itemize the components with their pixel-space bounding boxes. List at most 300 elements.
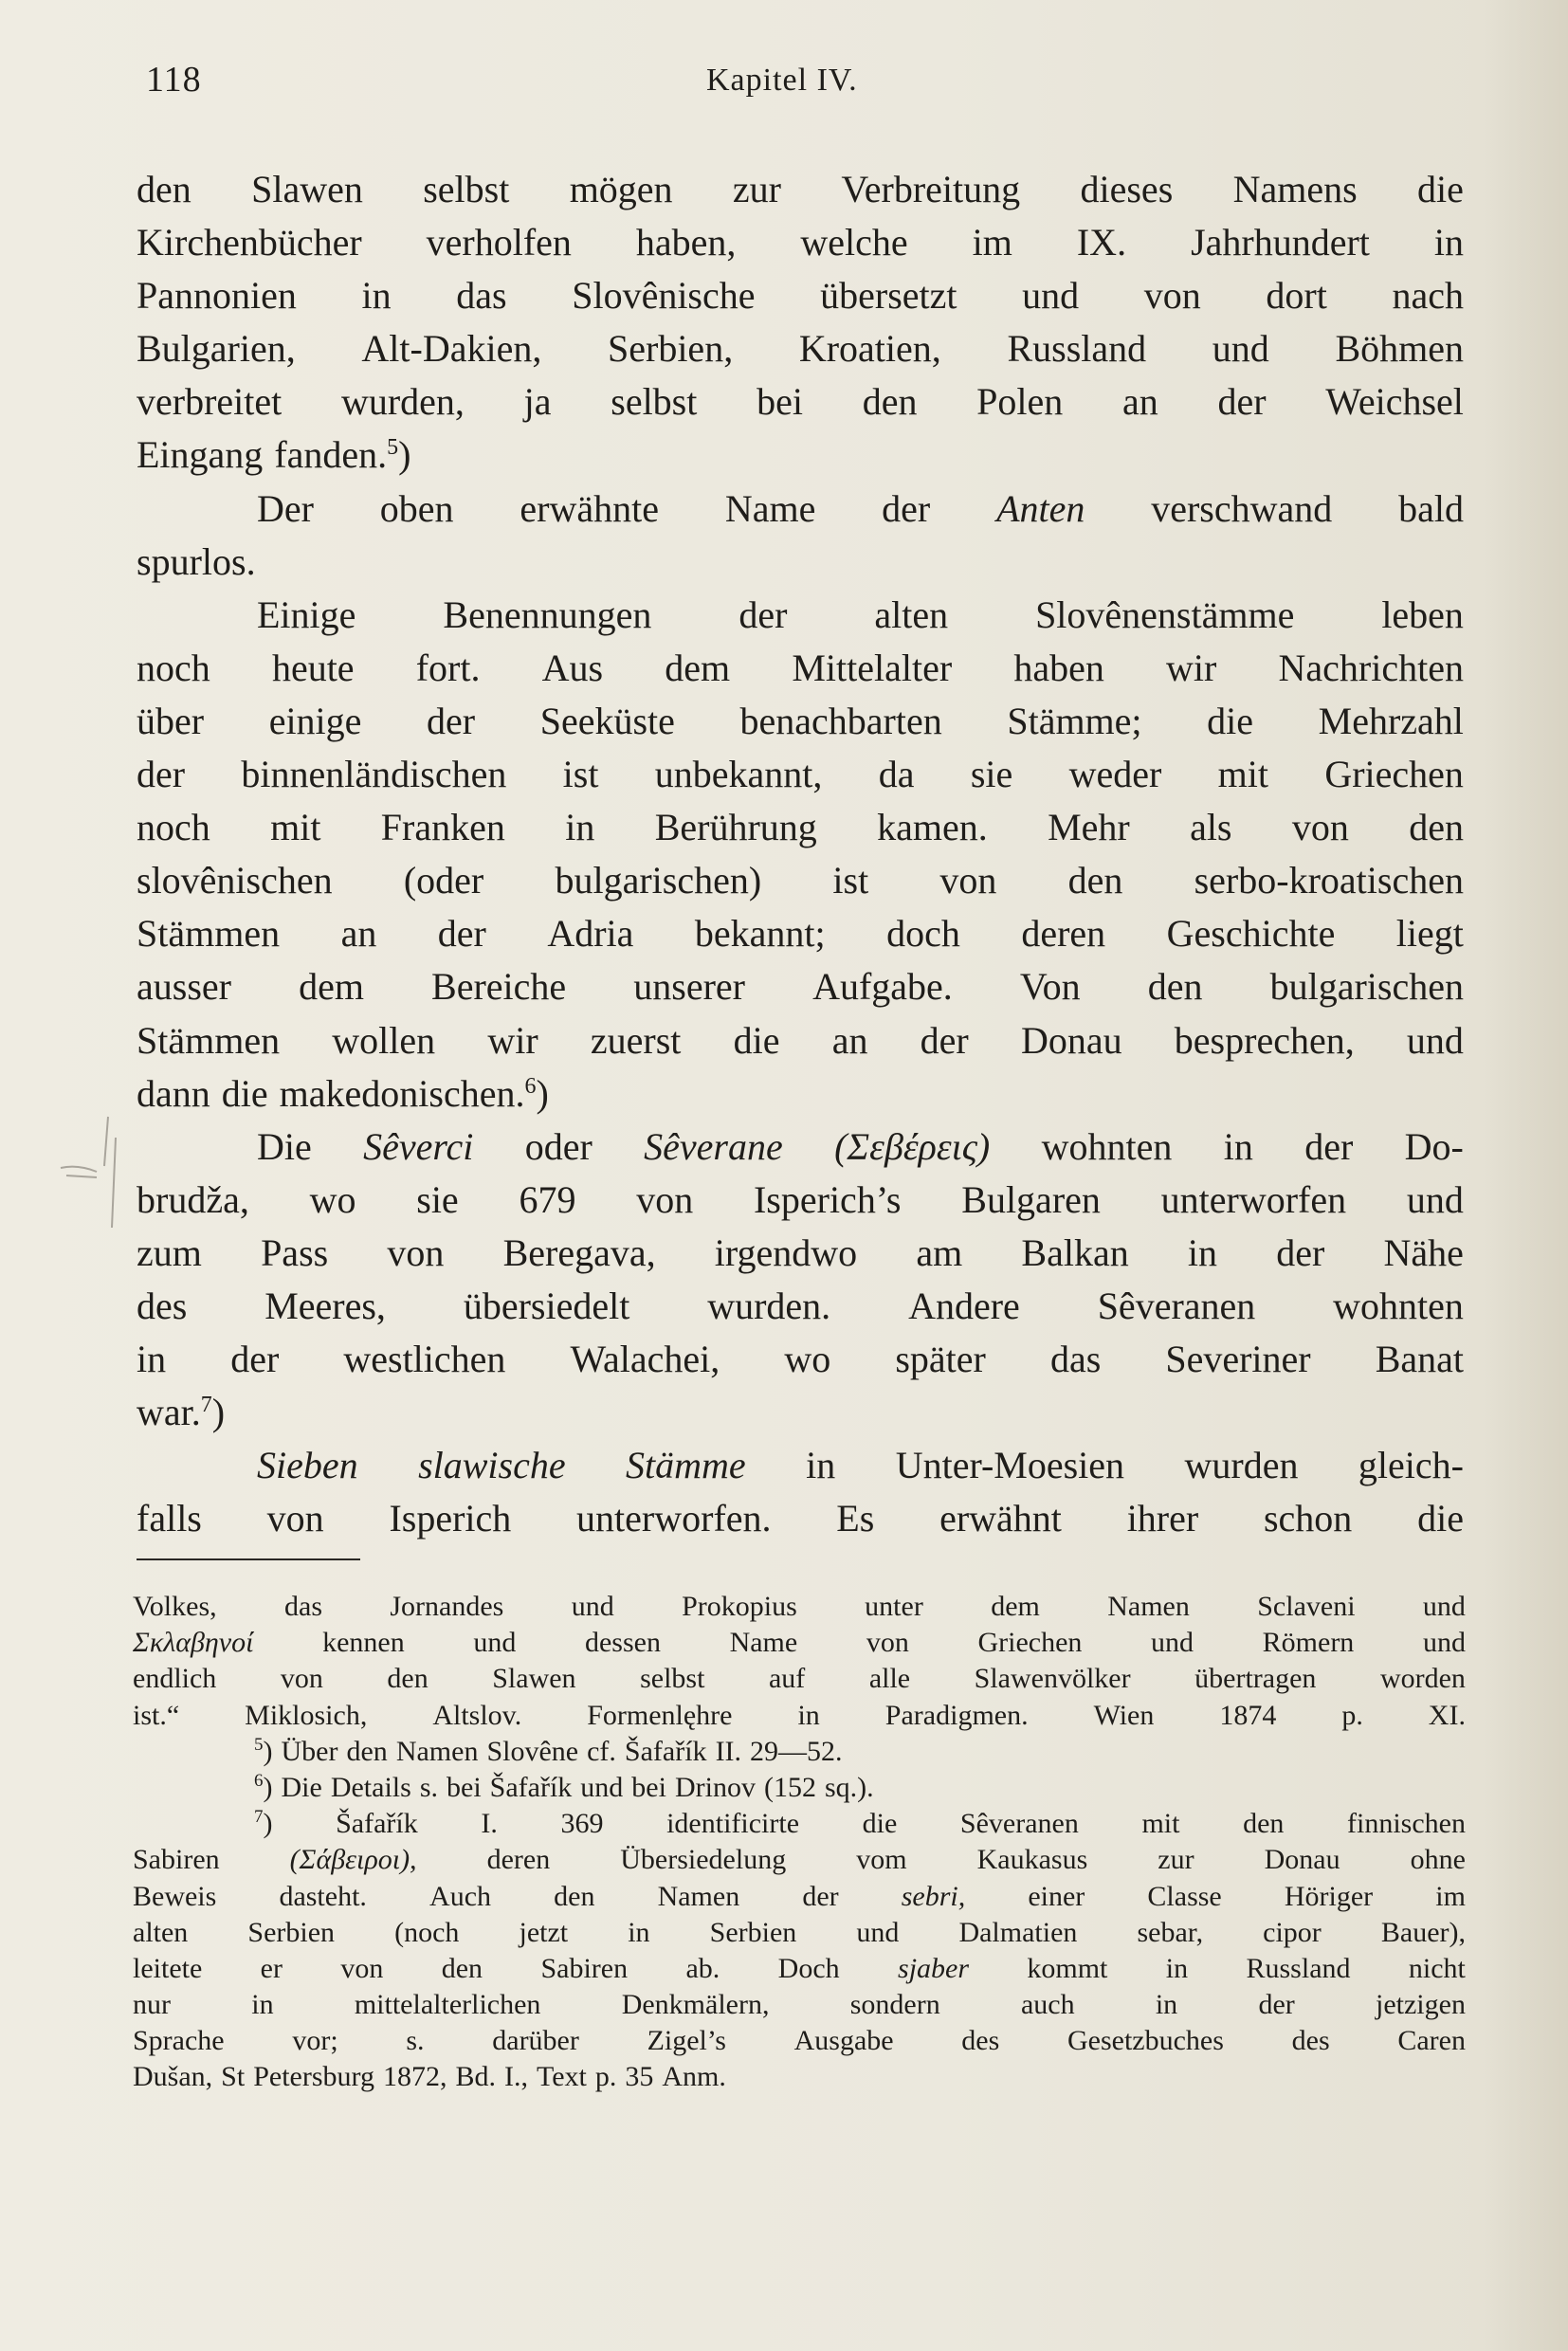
word: an	[831, 1018, 868, 1062]
word: Pannonien	[137, 274, 297, 318]
word: in	[251, 1989, 274, 2021]
word: noch	[137, 806, 210, 849]
word: Šafařík	[624, 1735, 707, 1767]
word: vom	[856, 1844, 907, 1876]
word: wir	[1166, 646, 1217, 689]
word: Dalmatien	[958, 1916, 1078, 1948]
word: Anm.	[662, 2061, 726, 2093]
word: im	[972, 221, 1012, 264]
word: sondern	[849, 1989, 940, 2021]
word: mit	[1141, 1808, 1180, 1840]
word: benachbarten	[739, 699, 942, 742]
word: jetzigen	[1376, 1989, 1466, 2021]
word: Nähe	[1383, 1230, 1464, 1274]
word: I.	[481, 1808, 498, 1840]
word: cipor	[1263, 1916, 1322, 1948]
word: Stämmen	[137, 1018, 281, 1062]
word: p.	[594, 2061, 617, 2093]
footnote-line	[133, 1698, 1466, 1734]
word: Franken	[380, 806, 505, 849]
word: der	[920, 1018, 969, 1062]
text-line	[137, 483, 1464, 536]
word: )	[263, 1808, 273, 1840]
word: wurden,	[340, 380, 465, 424]
italic-word: sjaber	[898, 1952, 970, 1984]
word: unter	[865, 1591, 923, 1622]
word: wo	[784, 1338, 831, 1381]
word: nicht	[1408, 1952, 1466, 1984]
word: Die	[281, 1771, 322, 1803]
word: von	[1143, 274, 1201, 318]
italic-word: slawische	[418, 1444, 566, 1487]
text-line	[137, 269, 1464, 322]
word: Serbien	[709, 1916, 797, 1948]
word: an	[340, 912, 377, 956]
word: übersiedelt	[463, 1284, 630, 1327]
word: kommt	[1027, 1952, 1108, 1984]
word: der	[1217, 380, 1267, 424]
footnote-line	[133, 1661, 1466, 1697]
word: Bauer),	[1380, 1916, 1466, 1948]
word: in	[797, 1699, 820, 1731]
word: II.	[715, 1735, 742, 1767]
word: Walachei,	[570, 1338, 720, 1381]
word: später	[895, 1338, 986, 1381]
word: wo	[309, 1177, 356, 1221]
word: Prokopius	[682, 1591, 797, 1622]
word: der	[230, 1338, 280, 1381]
word: Details	[330, 1771, 411, 1803]
word: Geschichte	[1166, 912, 1336, 956]
word: als	[1190, 806, 1232, 849]
text-line	[137, 960, 1464, 1013]
word: Mehrzahl	[1318, 699, 1464, 742]
word: Dušan,	[133, 2061, 213, 2093]
word: Seeküste	[539, 699, 675, 742]
footnote-marker: 6	[524, 1073, 537, 1099]
word: Sabiren	[133, 1844, 220, 1876]
word: Banat	[1375, 1338, 1464, 1381]
word: und	[580, 1771, 624, 1803]
word: wohnten	[1333, 1284, 1464, 1327]
word: Drinov	[674, 1771, 756, 1803]
footnote-reference	[254, 1806, 273, 1842]
word: bei	[757, 380, 803, 424]
word: in	[137, 1338, 167, 1381]
footnote-line	[133, 1915, 1466, 1951]
word: alle	[868, 1663, 911, 1695]
word: Stämme;	[1007, 699, 1142, 742]
italic-word: (Σεβέρεις)	[834, 1124, 991, 1168]
word: dasteht.	[279, 1880, 367, 1912]
word: s.	[406, 2025, 425, 2057]
footnote-marker: 5	[387, 435, 399, 461]
word: Miklosich,	[245, 1699, 368, 1731]
word: von	[387, 1230, 445, 1274]
word: und	[473, 1627, 517, 1659]
text-line	[137, 1121, 1464, 1174]
word: dann	[137, 1071, 210, 1115]
word: haben	[1013, 646, 1104, 689]
word: Adria	[547, 912, 634, 956]
word: in	[628, 1916, 650, 1948]
word: ist.“	[133, 1699, 180, 1731]
word: leitete	[133, 1952, 203, 1984]
word: selbst	[640, 1663, 705, 1695]
text-line	[137, 801, 1464, 854]
word: und	[1406, 1177, 1464, 1221]
word: in	[1433, 221, 1464, 264]
word: ihrer	[1126, 1497, 1199, 1540]
text-line	[137, 1386, 1464, 1439]
word: welche	[800, 221, 908, 264]
word: bei	[631, 1771, 666, 1803]
word: dem	[665, 646, 731, 689]
word: erwähnte	[520, 486, 659, 530]
word: auf	[768, 1663, 806, 1695]
text-line	[137, 907, 1464, 960]
word: Benennungen	[443, 592, 652, 636]
word: ausser	[137, 965, 231, 1009]
word: den	[441, 1952, 483, 1984]
word: die	[1417, 1497, 1464, 1540]
word: leben	[1381, 592, 1464, 636]
word: Donau	[1264, 1844, 1340, 1876]
word: Slawen	[251, 168, 363, 210]
word: Russland	[1246, 1952, 1351, 1984]
word: zur	[732, 168, 781, 210]
word: Eingang	[137, 433, 264, 477]
word: Serbien,	[608, 327, 734, 371]
page-number: 118	[146, 60, 202, 100]
italic-word: Stämme	[626, 1444, 746, 1487]
word: wurden	[1184, 1444, 1299, 1487]
word: jetzt	[519, 1916, 569, 1948]
word: sebar,	[1137, 1916, 1204, 1948]
word: Isperich	[389, 1497, 512, 1540]
footnote-line	[133, 1951, 1466, 1987]
word: ist	[832, 859, 869, 902]
word: identificirte	[666, 1808, 800, 1840]
word: des	[1291, 2025, 1330, 2057]
text-line	[137, 1067, 1464, 1121]
word: nach	[1392, 274, 1464, 318]
word: slovênischen	[137, 859, 333, 902]
word: verholfen	[426, 221, 572, 264]
word: s.	[419, 1771, 438, 1803]
word: Aufgabe.	[812, 965, 953, 1009]
word: Gesetzbuches	[1067, 2025, 1224, 2057]
word: von	[1291, 806, 1349, 849]
text-line	[137, 1439, 1464, 1492]
word: Kirchenbücher	[137, 221, 362, 264]
word: )	[263, 1771, 273, 1803]
word: und	[1151, 1627, 1194, 1659]
word: auch	[1020, 1989, 1075, 2021]
footnote-reference	[387, 433, 398, 476]
word: von	[340, 1952, 384, 1984]
main-text	[137, 163, 1464, 1545]
word: Ausgabe	[793, 2025, 894, 2057]
word: in	[806, 1444, 836, 1487]
word: dem	[299, 965, 364, 1009]
word: Meeres,	[264, 1284, 386, 1327]
word: der	[738, 592, 788, 636]
footnote-line	[133, 1589, 1466, 1625]
word: ohne	[1410, 1844, 1466, 1876]
word: (noch	[394, 1916, 460, 1948]
word: unterworfen.	[576, 1497, 772, 1540]
word: fanden.$^5$)	[274, 433, 411, 477]
footnote-line	[133, 1879, 1466, 1915]
footnote-line	[133, 1987, 1466, 2023]
footnote-line	[133, 1770, 1466, 1806]
word: der	[1304, 1124, 1354, 1168]
word: ab.	[685, 1952, 720, 1984]
word: schon	[1263, 1497, 1353, 1540]
page-edge-shadow	[1483, 0, 1568, 2351]
word: worden	[1379, 1663, 1466, 1695]
word: des	[137, 1284, 188, 1327]
word: Namen	[657, 1880, 740, 1912]
word: brudža,	[137, 1177, 249, 1221]
word: unbekannt,	[654, 753, 823, 796]
word: haben,	[635, 221, 737, 264]
word: 1872,	[382, 2061, 447, 2093]
word: Von	[1019, 965, 1081, 1009]
word: Böhmen	[1335, 327, 1464, 371]
word: Doch	[777, 1952, 840, 1984]
word: des	[961, 2025, 1000, 2057]
word: bulgarischen	[1269, 965, 1464, 1009]
word: dort	[1266, 274, 1327, 318]
footnotes	[133, 1589, 1466, 2096]
text-line	[137, 1174, 1464, 1227]
text-line	[137, 1280, 1464, 1333]
word: Auch	[429, 1880, 492, 1912]
word: Donau	[1020, 1018, 1122, 1062]
italic-word: (Σάβειροι),	[289, 1844, 417, 1876]
word: serbo-kroatischen	[1194, 859, 1464, 902]
italic-word: Sêverci	[363, 1124, 474, 1168]
word: sq.).	[824, 1771, 874, 1803]
word: Übersiedelung	[620, 1844, 787, 1876]
word: bald	[1398, 486, 1464, 530]
word: den	[1067, 859, 1123, 902]
word: Slovêne	[486, 1735, 579, 1767]
text-line	[137, 1333, 1464, 1386]
word: finnischen	[1347, 1808, 1466, 1840]
word: Jahrhundert	[1191, 221, 1370, 264]
word: Bd.	[455, 2061, 496, 2093]
word: Unter-Moesien	[895, 1444, 1125, 1487]
word: Severiner	[1165, 1338, 1311, 1381]
word: alten	[133, 1916, 189, 1948]
word: in	[1187, 1230, 1218, 1274]
word: mittelalterlichen	[354, 1989, 541, 2021]
word: und	[571, 1591, 614, 1622]
word: und	[1212, 327, 1269, 371]
text-line	[137, 536, 1464, 589]
word: Sprache	[133, 2025, 225, 2057]
word: Der	[257, 486, 314, 530]
footnote-reference	[254, 1770, 273, 1806]
word: den	[862, 380, 918, 424]
word: endlich	[133, 1663, 217, 1695]
word: dessen	[584, 1627, 661, 1659]
word: wir	[487, 1018, 538, 1062]
word: Denkmälern,	[621, 1989, 770, 2021]
word: in	[565, 806, 595, 849]
text-line	[137, 375, 1464, 428]
word: )	[398, 433, 411, 477]
word: deren	[486, 1844, 551, 1876]
word: selbst	[611, 380, 698, 424]
word: Polen	[976, 380, 1064, 424]
word: der	[427, 699, 476, 742]
word: Alt-Dakien,	[361, 327, 542, 371]
word: der	[882, 486, 931, 530]
italic-word: Anten	[996, 486, 1085, 530]
footnote-line	[133, 1806, 1466, 1842]
word: Name	[724, 486, 816, 530]
word: Aus	[541, 646, 604, 689]
word: verbreitet	[137, 380, 283, 424]
word: oder	[524, 1124, 593, 1168]
word: (152	[763, 1771, 816, 1803]
word: am	[916, 1230, 963, 1274]
word: zur	[1158, 1844, 1194, 1876]
word: Zigel’s	[647, 2025, 726, 2057]
word: cf.	[587, 1735, 616, 1767]
word: Classe	[1147, 1880, 1222, 1912]
footnote-rule	[137, 1558, 360, 1560]
word: St	[221, 2061, 246, 2093]
word: war.$^7$)	[137, 1391, 226, 1434]
word: 679	[519, 1177, 576, 1221]
word: Die	[257, 1124, 312, 1168]
word: Formenlęhre	[587, 1699, 733, 1731]
word: den	[137, 168, 191, 210]
word: Römern	[1262, 1627, 1355, 1659]
word: nur	[133, 1989, 171, 2021]
word: 35	[625, 2061, 654, 2093]
word: Beregava,	[502, 1230, 656, 1274]
footnote-line	[133, 1734, 1466, 1770]
word: einer	[1028, 1880, 1085, 1912]
word: von	[280, 1663, 323, 1695]
word: alten	[874, 592, 949, 636]
footnote-marker: 6	[254, 1770, 264, 1791]
word: wurden.	[707, 1284, 831, 1327]
word: Slovênenstämme	[1035, 592, 1295, 636]
word: Serbien	[247, 1916, 336, 1948]
text-line	[137, 748, 1464, 801]
word: und	[1022, 274, 1080, 318]
word: Beweis	[133, 1880, 217, 1912]
word: Do-	[1404, 1124, 1464, 1168]
footnote-reference	[524, 1072, 536, 1115]
word: mit	[270, 806, 321, 849]
footnote-line	[133, 2059, 1466, 2095]
word: vor;	[292, 2025, 338, 2057]
word: Šafařík	[336, 1808, 418, 1840]
word: Slawen	[492, 1663, 576, 1695]
word: in	[1165, 1952, 1189, 1984]
word: Balkan	[1021, 1230, 1129, 1274]
running-head: Kapitel IV.	[706, 63, 858, 98]
word: oben	[379, 486, 454, 530]
word: Andere	[908, 1284, 1020, 1327]
word: wollen	[332, 1018, 436, 1062]
italic-word: Sêverane	[644, 1124, 783, 1168]
text-line	[137, 589, 1464, 642]
footnote-marker: 5	[254, 1734, 264, 1755]
page-header	[142, 59, 1460, 116]
word: Nachrichten	[1278, 646, 1464, 689]
word: dieses	[1080, 168, 1174, 210]
word: an	[1122, 380, 1158, 424]
text-line	[137, 854, 1464, 907]
word: Verbreitung	[841, 168, 1021, 210]
word: Stämmen	[137, 912, 281, 956]
word: übersetzt	[820, 274, 957, 318]
word: über	[137, 699, 205, 742]
word: Slovênische	[572, 274, 756, 318]
word: mögen	[569, 168, 673, 210]
word: )	[536, 1071, 549, 1115]
word: Bulgarien,	[137, 327, 296, 371]
footnote-reference	[201, 1391, 212, 1433]
word: Namens	[1232, 168, 1358, 210]
word: da	[878, 753, 915, 796]
word: Volkes,	[133, 1591, 217, 1622]
word: von	[866, 1627, 909, 1659]
word: 1874	[1219, 1699, 1277, 1731]
word: den	[1243, 1808, 1285, 1840]
word: der	[137, 753, 186, 796]
text-line	[137, 163, 1464, 216]
word: )	[211, 1391, 226, 1434]
word: den	[346, 1735, 388, 1767]
word: Sabiren	[540, 1952, 629, 1984]
word: sie	[970, 753, 1013, 796]
word: das	[1049, 1338, 1102, 1381]
word: er	[260, 1952, 283, 1984]
word: kennen	[322, 1627, 405, 1659]
word: einige	[268, 699, 362, 742]
word: die	[1417, 168, 1464, 210]
pencil-margin-mark	[59, 1109, 135, 1232]
word: mit	[1217, 753, 1268, 796]
word: irgendwo	[714, 1230, 858, 1274]
word: Einige	[257, 592, 356, 636]
word: p.	[1341, 1699, 1363, 1731]
word: Sclaveni	[1257, 1591, 1356, 1622]
word: Es	[836, 1497, 875, 1540]
italic-word: sebri,	[901, 1880, 966, 1912]
word: verschwand	[1151, 486, 1333, 530]
word: bei	[447, 1771, 482, 1803]
word: zuerst	[590, 1018, 682, 1062]
footnote-marker: 7	[200, 1393, 212, 1418]
italic-word: Σκλαβηνοί	[133, 1627, 254, 1659]
word: in	[1155, 1989, 1178, 2021]
word: (oder	[403, 859, 484, 902]
word: )	[263, 1735, 273, 1767]
word: die	[733, 1018, 780, 1062]
word: noch	[137, 646, 210, 689]
